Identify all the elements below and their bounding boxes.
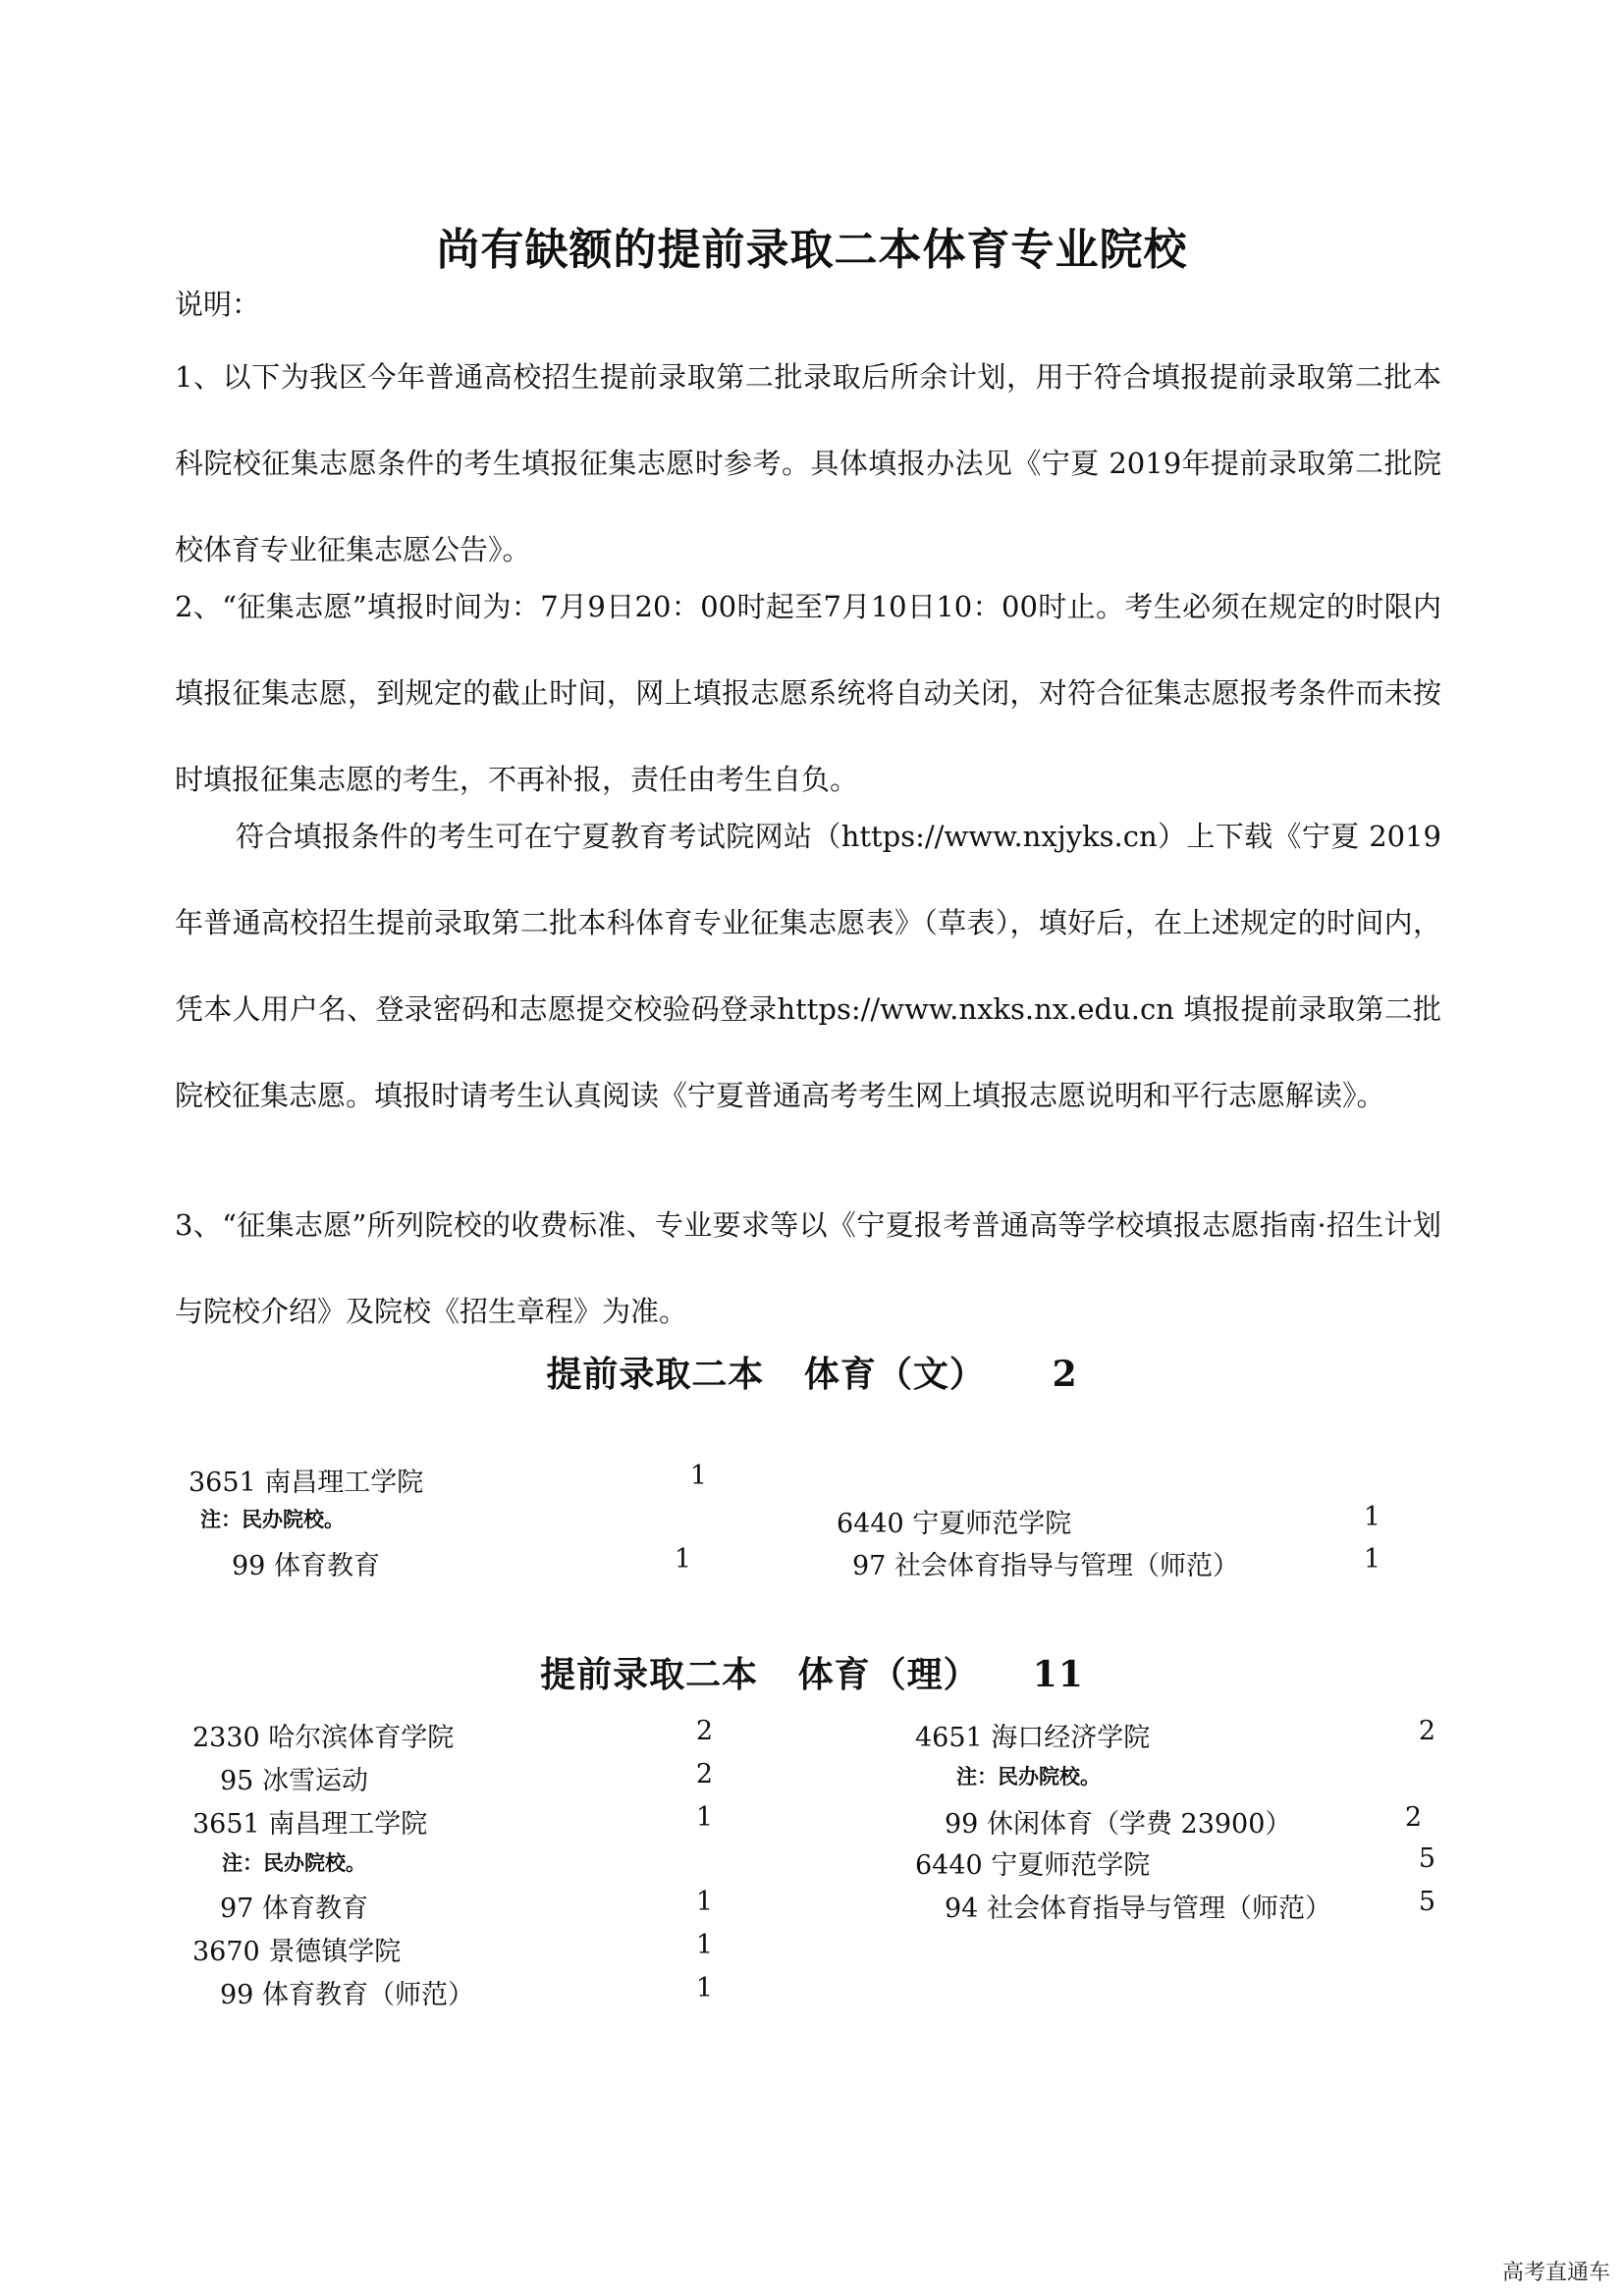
quota-count: 2 xyxy=(695,1759,713,1789)
school-row: 2330 哈尔滨体育学院 xyxy=(192,1723,455,1753)
intro-paragraph-2: 2、“征集志愿”填报时间为：7月9日20：00时起至7月10日10：00时止。考生必须在规定的时限内填报征集志愿，到规定的截止时间，网上填报志愿系统将自动关闭，对符合征集志愿报考条件而未按时填报征集志愿的考生，不再补报，责任由考生自负。 xyxy=(175,590,1441,796)
section-heading-li: 提前录取二本 体育（理） 11 xyxy=(540,1654,1084,1695)
quota-count: 1 xyxy=(674,1544,691,1575)
quota-count: 2 xyxy=(695,1716,713,1746)
quota-count: 1 xyxy=(695,1973,713,2003)
major-row: 95 冰雪运动 xyxy=(220,1766,368,1796)
quota-count: 2 xyxy=(1404,1802,1422,1833)
intro-paragraph-4: 3、“征集志愿”所列院校的收费标准、专业要求等以《宁夏报考普通高等学校填报志愿指南·招生计划与院校介绍》及院校《招生章程》为准。 xyxy=(175,1208,1441,1328)
school-row: 4651 海口经济学院 xyxy=(915,1723,1151,1753)
school-row: 6440 宁夏师范学院 xyxy=(915,1850,1151,1881)
footer-watermark: 高考直通车 xyxy=(1501,2261,1610,2285)
major-row: 99 体育教育（师范） xyxy=(220,1980,474,2010)
quota-count: 1 xyxy=(695,1887,713,1917)
quota-count: 1 xyxy=(695,1930,713,1960)
note-private-school: 注：民办院校。 xyxy=(956,1764,1101,1789)
major-row: 99 休闲体育（学费 23900） xyxy=(945,1809,1292,1840)
major-row: 99 体育教育 xyxy=(232,1551,380,1581)
major-row: 97 体育教育 xyxy=(220,1894,368,1924)
page-title: 尚有缺额的提前录取二本体育专业院校 xyxy=(436,225,1188,275)
quota-count: 1 xyxy=(1363,1544,1380,1575)
intro-paragraph-3: 符合填报条件的考生可在宁夏教育考试院网站（https://www.nxjyks.cn）上下载《宁夏 2019 年普通高校招生提前录取第二批本科体育专业征集志愿表》（草表），填好后，在上述规定的时间内，凭本人用户名、登录密码和志愿提交校验码登录https://www.nxks.nx.edu.cn 填报提前录取第二批院校征集志愿。填报时请考生认真阅读《宁夏普通高考考生网上填报志愿说明和平行志愿解读》。 xyxy=(175,820,1441,1112)
quota-count: 1 xyxy=(695,1802,713,1833)
major-row: 97 社会体育指导与管理（师范） xyxy=(852,1551,1239,1581)
quota-count: 1 xyxy=(689,1461,707,1491)
school-row: 3651 南昌理工学院 xyxy=(192,1809,428,1840)
quota-count: 5 xyxy=(1418,1843,1435,1874)
intro-label: 说明： xyxy=(175,288,261,321)
note-private-school: 注：民办院校。 xyxy=(222,1850,366,1875)
quota-count: 5 xyxy=(1418,1887,1435,1917)
note-private-school: 注：民办院校。 xyxy=(200,1507,345,1531)
school-row: 6440 宁夏师范学院 xyxy=(837,1509,1072,1539)
school-row: 3670 景德镇学院 xyxy=(192,1937,402,1967)
quota-count: 1 xyxy=(1363,1502,1380,1532)
quota-count: 2 xyxy=(1418,1716,1435,1746)
section-heading-wen: 提前录取二本 体育（文） 2 xyxy=(546,1354,1078,1395)
intro-paragraph-1: 1、以下为我区今年普通高校招生提前录取第二批录取后所余计划，用于符合填报提前录取第二批本科院校征集志愿条件的考生填报征集志愿时参考。具体填报办法见《宁夏 2019年提前录取第二批院校体育专业征集志愿公告》。 xyxy=(175,360,1441,566)
major-row: 94 社会体育指导与管理（师范） xyxy=(945,1894,1331,1924)
school-row: 3651 南昌理工学院 xyxy=(189,1468,424,1498)
